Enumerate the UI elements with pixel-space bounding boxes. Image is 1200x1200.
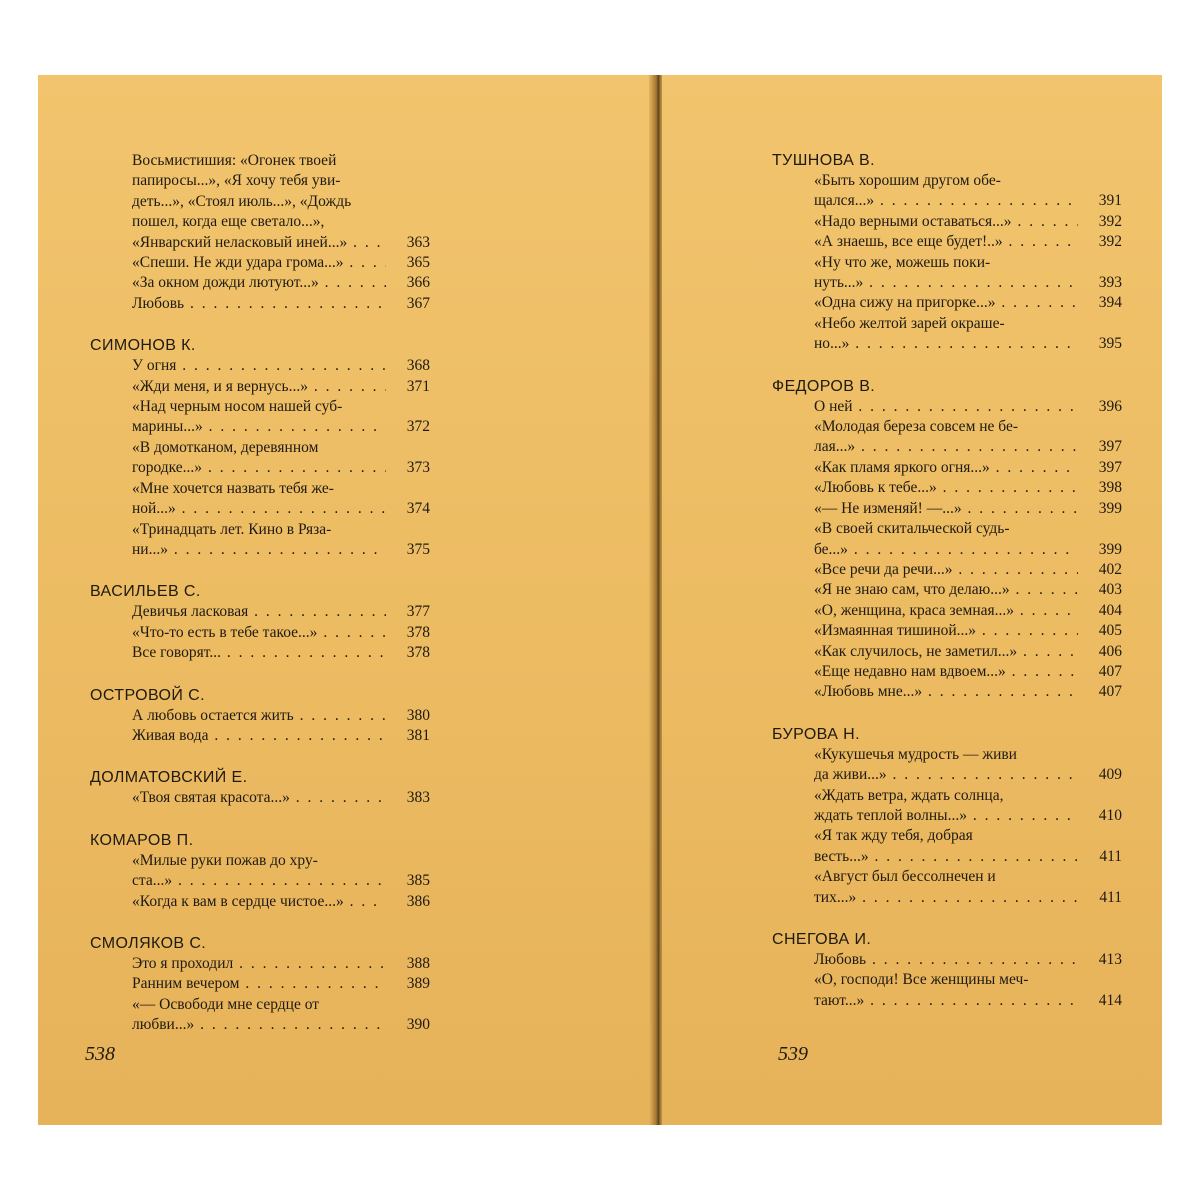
toc-entry-title-line: У огня . . . xyxy=(132,357,386,374)
toc-page-number: 367 xyxy=(406,294,430,312)
toc-entry-title-line: «А знаешь, все еще будет!..» . . . xyxy=(814,233,1078,250)
toc-page-number: 402 xyxy=(1098,560,1122,578)
toc-entry-title-line: «Милые руки пожав до хру- xyxy=(132,851,318,869)
toc-entry-title-line: «— Освободи мне сердце от xyxy=(132,995,320,1013)
toc-entry-title-line: Восьмистишия: «Огонек твоей xyxy=(132,152,337,169)
toc-entry xyxy=(90,706,430,726)
toc-page-number: 391 xyxy=(1098,192,1122,210)
toc-page-number: 413 xyxy=(1098,951,1122,968)
toc-entry-title-line: «Январский неласковый иней...» . . . xyxy=(132,234,386,251)
toc-entry xyxy=(772,867,1122,908)
toc-page-number: 407 xyxy=(1098,662,1122,680)
author-section xyxy=(90,768,430,808)
author-section xyxy=(90,934,430,1036)
author-section xyxy=(772,151,1122,355)
toc-entry-title-line: «Когда к вам в сердце чистое...» . . . xyxy=(132,893,386,910)
toc-page-number: 411 xyxy=(1099,847,1122,865)
toc-entry-title-line: «Как пламя яркого огня...» . . . xyxy=(814,459,1078,476)
toc-page-number: 368 xyxy=(406,357,430,375)
author-name: ФЕДОРОВ В. xyxy=(772,377,876,395)
toc-entry-title-line: «Мне хочется назвать тебя же- xyxy=(132,479,334,497)
toc-entry-title-line: бе...» . . . xyxy=(814,541,1078,558)
toc-entry-title-line: Девичья ласковая . . . xyxy=(132,603,386,620)
toc-entry-title-line: нуть...» . . . xyxy=(814,274,1078,291)
toc-page-number: 378 xyxy=(406,644,430,662)
toc-entry-title-line: «О, женщина, краса земная...» . . . xyxy=(814,602,1078,619)
toc-entry xyxy=(90,438,430,479)
author-section xyxy=(90,831,430,912)
toc-entry xyxy=(772,601,1122,621)
toc-entry xyxy=(90,788,430,808)
toc-entry-title-line: «Тринадцать лет. Кино в Ряза- xyxy=(132,520,332,538)
toc-page-number: 414 xyxy=(1098,991,1122,1009)
toc-page-number: 363 xyxy=(406,233,430,251)
toc-entry xyxy=(772,212,1122,232)
toc-entry xyxy=(772,682,1122,702)
toc-entry xyxy=(772,314,1122,355)
toc-entry-title-line: «Молодая береза совсем не бе- xyxy=(814,418,1019,436)
toc-page-number: 397 xyxy=(1098,438,1122,456)
toc-entry xyxy=(772,253,1122,294)
author-name: ОСТРОВОЙ С. xyxy=(90,686,205,704)
toc-page-number: 406 xyxy=(1098,642,1122,660)
toc-entry xyxy=(772,642,1122,662)
toc-entry xyxy=(90,151,430,253)
toc-entry xyxy=(90,294,430,314)
toc-entry-title-line: «Измаянная тишиной...» . . . xyxy=(814,622,1078,639)
toc-page-number: 396 xyxy=(1098,397,1122,415)
toc-page-number: 371 xyxy=(406,377,430,395)
toc-page-number: 381 xyxy=(406,726,430,744)
toc-entry-title-line: «Я так жду тебя, добрая xyxy=(814,827,973,845)
toc-entry-title-line: весть...» . . . xyxy=(814,848,1078,865)
author-section xyxy=(90,582,430,663)
toc-entry-title-line: «Надо верными оставаться...» . . . xyxy=(814,213,1078,230)
toc-page-number: 399 xyxy=(1098,540,1122,558)
toc-entry xyxy=(772,621,1122,641)
toc-page-number: 373 xyxy=(406,459,430,477)
toc-entry xyxy=(772,171,1122,212)
author-name: БУРОВА Н. xyxy=(772,725,860,743)
right-page xyxy=(662,75,1162,1125)
toc-entry-title-line: Ранним вечером . . . xyxy=(132,975,386,992)
toc-page-number: 388 xyxy=(406,954,430,972)
author-name: СНЕГОВА И. xyxy=(772,931,872,948)
toc-entry xyxy=(772,458,1122,478)
toc-page-number: 365 xyxy=(406,254,430,272)
toc-entry xyxy=(90,602,430,622)
toc-entry-title-line: марины...» . . . xyxy=(132,418,386,435)
toc-entry xyxy=(90,253,430,273)
toc-entry xyxy=(90,356,430,376)
toc-page-number: 380 xyxy=(406,706,430,724)
toc-entry-title-line: «Ждать ветра, ждать солнца, xyxy=(814,786,1004,804)
toc-entry-title-line: «В своей скитальческой судь- xyxy=(814,520,1010,538)
toc-page-number: 409 xyxy=(1098,766,1122,784)
toc-page-number: 377 xyxy=(406,603,430,621)
page-number-right: 539 xyxy=(778,1043,808,1065)
toc-entry xyxy=(90,954,430,974)
toc-page-number: 410 xyxy=(1098,806,1122,824)
toc-entry-title-line: папиросы...», «Я хочу тебя уви- xyxy=(132,172,341,190)
toc-entry-title-line: щался...» . . . xyxy=(814,192,1078,209)
toc-entry xyxy=(90,623,430,643)
toc-page-number: 392 xyxy=(1098,212,1122,230)
toc-page-number: 405 xyxy=(1098,622,1122,640)
author-name: ТУШНОВА В. xyxy=(772,152,875,169)
toc-page-number: 374 xyxy=(406,500,430,518)
toc-entry-title-line: «Одна сижу на пригорке...» . . . xyxy=(814,294,1078,311)
toc-page-number: 407 xyxy=(1098,683,1122,701)
book-spread xyxy=(38,75,1162,1125)
toc-entry-title-line: да живи...» . . . xyxy=(814,766,1078,783)
toc-entry xyxy=(90,726,430,746)
toc-entry xyxy=(90,273,430,293)
toc-entry-title-line: «Кукушечья мудрость — живи xyxy=(814,745,1017,763)
toc-entry-title-line: «Над черным носом нашей суб- xyxy=(132,398,343,416)
toc-entry-title-line: «Небо желтой зарей окраше- xyxy=(814,314,1005,332)
toc-entry xyxy=(90,397,430,438)
toc-entry xyxy=(90,479,430,520)
toc-entry-title-line: «Жди меня, и я вернусь...» . . . xyxy=(132,378,386,395)
author-name: ВАСИЛЬЕВ С. xyxy=(90,583,201,601)
toc-page-number: 383 xyxy=(406,789,430,807)
toc-entry xyxy=(772,745,1122,786)
toc-entry-title-line: «Я не знаю сам, что делаю...» . . . xyxy=(814,581,1078,598)
author-name: КОМАРОВ П. xyxy=(90,831,194,849)
toc-entry-title-line: «За окном дожди лютуют...» . . . xyxy=(132,274,386,291)
toc-entry xyxy=(772,560,1122,580)
toc-entry-title-line: Все говорят... . . . xyxy=(132,644,386,661)
toc-entry-title-line: О ней . . . xyxy=(814,398,1078,415)
toc-page-number: 411 xyxy=(1099,888,1122,906)
toc-page-number: 390 xyxy=(406,1016,430,1034)
toc-entry-title-line: «Август был бессолнечен и xyxy=(814,868,996,886)
toc-page-number: 397 xyxy=(1098,458,1122,476)
toc-entry xyxy=(772,662,1122,682)
toc-page-number: 372 xyxy=(406,418,430,436)
left-page xyxy=(38,75,654,1125)
toc-entry-title-line: лая...» . . . xyxy=(814,438,1078,455)
toc-entry-title-line: Живая вода . . . xyxy=(132,727,386,744)
toc-entry-title-line: любви...» . . . xyxy=(132,1016,386,1033)
toc-entry-title-line: «Любовь к тебе...» . . . xyxy=(814,479,1078,496)
toc-entry xyxy=(90,851,430,892)
toc-entry-title-line: тих...» . . . xyxy=(814,889,1078,906)
toc-entry-title-line: городке...» . . . xyxy=(132,459,386,476)
toc-entry xyxy=(90,520,430,561)
toc-page-number: 395 xyxy=(1098,335,1122,353)
toc-page-number: 399 xyxy=(1098,499,1122,517)
toc-entry xyxy=(772,397,1122,417)
toc-entry-title-line: тают...» . . . xyxy=(814,992,1078,1009)
author-name: СМОЛЯКОВ С. xyxy=(90,934,207,952)
toc-entry xyxy=(772,950,1122,970)
toc-entry-title-line: «Любовь мне...» . . . xyxy=(814,683,1078,700)
toc-entry-title-line: «В домотканом, деревянном xyxy=(132,438,319,456)
toc-entry xyxy=(90,974,430,994)
toc-entry xyxy=(90,377,430,397)
toc-entry xyxy=(90,643,430,663)
toc-entry-title-line: ни...» . . . xyxy=(132,541,386,558)
toc-entry xyxy=(90,995,430,1036)
toc-page-number: 366 xyxy=(406,274,430,292)
toc-page-number: 392 xyxy=(1098,233,1122,251)
toc-entry xyxy=(772,580,1122,600)
right-contents-list xyxy=(772,151,1122,1011)
toc-entry-title-line: ста...» . . . xyxy=(132,872,386,889)
toc-entry-title-line: «О, господи! Все женщины меч- xyxy=(814,971,1029,989)
toc-entry-title-line: «Еще недавно нам вдвоем...» . . . xyxy=(814,663,1078,680)
author-section xyxy=(90,336,430,560)
author-name: СИМОНОВ К. xyxy=(90,337,196,355)
toc-entry-title-line: Это я проходил . . . xyxy=(132,955,386,972)
toc-entry-title-line: Любовь . . . xyxy=(814,951,1078,968)
toc-page-number: 404 xyxy=(1098,601,1122,619)
toc-entry-title-line: ждать теплой волны...» . . . xyxy=(814,807,1078,824)
toc-entry xyxy=(772,786,1122,827)
page-number-left: 538 xyxy=(85,1043,115,1065)
toc-entry xyxy=(772,478,1122,498)
toc-entry-title-line: «Все речи да речи...» . . . xyxy=(814,561,1078,578)
toc-entry-title-line: «Спеши. Не жди удара грома...» . . . xyxy=(132,254,386,271)
toc-entry-title-line: но...» . . . xyxy=(814,335,1078,352)
toc-page-number: 389 xyxy=(406,975,430,993)
toc-entry xyxy=(90,892,430,912)
toc-page-number: 403 xyxy=(1098,581,1122,599)
toc-entry xyxy=(772,232,1122,252)
toc-entry-title-line: деть...», «Стоял июль...», «Дождь xyxy=(132,192,352,210)
toc-entry xyxy=(772,417,1122,458)
toc-page-number: 386 xyxy=(406,892,430,910)
author-name: ДОЛМАТОВСКИЙ Е. xyxy=(90,769,248,787)
toc-entry xyxy=(772,519,1122,560)
toc-entry-title-line: «Что-то есть в тебе такое...» . . . xyxy=(132,624,386,641)
author-section xyxy=(90,686,430,747)
toc-entry-title-line: пошел, когда еще светало...», xyxy=(132,213,325,231)
toc-page-number: 393 xyxy=(1098,274,1122,292)
toc-page-number: 398 xyxy=(1098,479,1122,497)
continued-section xyxy=(90,151,430,314)
toc-entry-title-line: «Как случилось, не заметил...» . . . xyxy=(814,643,1078,660)
toc-entry xyxy=(772,970,1122,1011)
toc-entry-title-line: «Твоя святая красота...» . . . xyxy=(132,789,386,806)
toc-entry-title-line: «Быть хорошим другом обе- xyxy=(814,172,1001,189)
toc-page-number: 375 xyxy=(406,540,430,558)
toc-entry xyxy=(772,499,1122,519)
toc-entry xyxy=(772,826,1122,867)
toc-entry-title-line: ной...» . . . xyxy=(132,500,386,517)
toc-entry xyxy=(772,293,1122,313)
toc-page-number: 394 xyxy=(1098,294,1122,312)
author-section xyxy=(772,930,1122,1011)
toc-entry-title-line: «— Не изменяй! —...» . . . xyxy=(814,500,1078,517)
toc-entry-title-line: А любовь остается жить . . . xyxy=(132,707,386,724)
author-section xyxy=(772,725,1122,908)
toc-page-number: 385 xyxy=(406,872,430,890)
toc-entry-title-line: «Ну что же, можешь поки- xyxy=(814,253,991,271)
toc-entry-title-line: Любовь . . . xyxy=(132,295,386,312)
left-contents-list xyxy=(90,151,430,1036)
author-section xyxy=(772,377,1122,703)
toc-page-number: 378 xyxy=(406,623,430,641)
